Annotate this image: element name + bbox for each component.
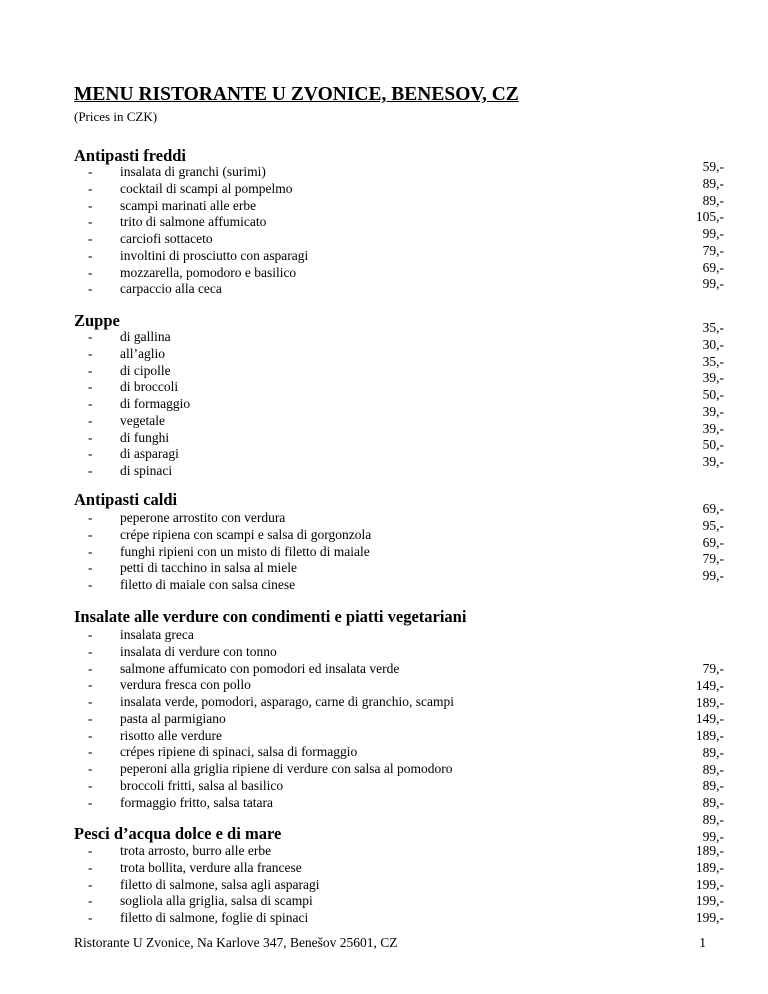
dish-price: 189,- xyxy=(695,859,724,875)
dish-name: formaggio fritto, salsa tatara xyxy=(120,794,273,810)
dish-list xyxy=(88,329,608,480)
menu-item xyxy=(88,860,608,877)
menu-item xyxy=(88,396,608,413)
dash-bullet: - xyxy=(88,446,93,462)
section-heading: Pesci d’acqua dolce e di mare xyxy=(74,824,282,843)
dish-name: di spinaci xyxy=(120,463,173,478)
dash-bullet: - xyxy=(88,231,93,246)
dish-price: 89,- xyxy=(702,192,724,208)
menu-item xyxy=(88,164,608,181)
dish-price: 89,- xyxy=(702,778,724,794)
menu-item xyxy=(88,430,608,447)
dish-name: di gallina xyxy=(120,329,171,344)
dish-price: 50,- xyxy=(702,437,724,453)
dish-price: 99,- xyxy=(702,226,724,241)
dish-price: 69,- xyxy=(702,259,724,275)
menu-item xyxy=(88,446,608,463)
dash-bullet: - xyxy=(88,247,93,263)
dash-bullet: - xyxy=(88,543,93,559)
dish-price: 149,- xyxy=(695,711,724,727)
dash-bullet: - xyxy=(88,396,93,411)
dash-bullet: - xyxy=(88,710,93,726)
dish-price: 199,- xyxy=(695,893,724,909)
dish-name: pasta al parmigiano xyxy=(120,710,226,726)
menu-item xyxy=(88,795,608,812)
dash-bullet: - xyxy=(88,893,93,909)
dish-price: 99,- xyxy=(702,828,724,844)
menu-section xyxy=(74,311,724,478)
section-heading: Zuppe xyxy=(74,311,120,330)
menu-item xyxy=(88,577,608,594)
dish-name: filetto di salmone, foglie di spinaci xyxy=(120,910,309,925)
dish-name: mozzarella, pomodoro e basilico xyxy=(120,264,297,280)
menu-item xyxy=(88,893,608,910)
dash-bullet: - xyxy=(88,677,93,693)
dish-price: 39,- xyxy=(702,403,724,419)
dish-list xyxy=(88,627,608,811)
dish-name: crépe ripiena con scampi e salsa di gorgonzola xyxy=(120,526,372,542)
dish-price: 89,- xyxy=(702,811,724,827)
dish-price: 35,- xyxy=(702,320,724,335)
dish-name: carciofi sottaceto xyxy=(120,231,213,246)
dash-bullet: - xyxy=(88,777,93,793)
dash-bullet: - xyxy=(88,463,93,478)
dish-price: 99,- xyxy=(702,276,724,292)
dish-name: di asparagi xyxy=(120,446,179,462)
dish-price: 89,- xyxy=(702,761,724,777)
dish-name: sogliola alla griglia, salsa di scampi xyxy=(120,893,313,909)
dash-bullet: - xyxy=(88,577,93,592)
dish-name: crépes ripiene di spinaci, salsa di formaggio xyxy=(120,744,358,760)
menu-item xyxy=(88,510,608,527)
dish-name: insalata di verdure con tonno xyxy=(120,643,277,659)
dash-bullet: - xyxy=(88,876,93,892)
menu-item xyxy=(88,363,608,380)
dish-price: 30,- xyxy=(702,336,724,352)
dish-name: peperone arrostito con verdura xyxy=(120,510,286,525)
menu-item xyxy=(88,463,608,480)
dish-price: 99,- xyxy=(702,568,724,583)
dash-bullet: - xyxy=(88,362,93,378)
menu-section xyxy=(74,824,724,925)
dish-name: trota bollita, verdure alla francese xyxy=(120,859,302,875)
price-list xyxy=(644,501,724,585)
dish-list xyxy=(88,843,608,927)
menu-item xyxy=(88,281,608,298)
dash-bullet: - xyxy=(88,329,93,344)
section-heading: Antipasti caldi xyxy=(74,490,178,509)
menu-item xyxy=(88,181,608,198)
menu-item xyxy=(88,379,608,396)
dish-price: 95,- xyxy=(702,517,724,533)
page-number: 1 xyxy=(699,935,706,950)
dish-price: 189,- xyxy=(695,694,724,710)
dish-name: filetto di maiale con salsa cinese xyxy=(120,577,296,592)
dish-name: filetto di salmone, salsa agli asparagi xyxy=(120,876,320,892)
dash-bullet: - xyxy=(88,794,93,810)
menu-item xyxy=(88,644,608,661)
dash-bullet: - xyxy=(88,643,93,659)
dish-name: peperoni alla griglia ripiene di verdure con salsa al pomodoro xyxy=(120,761,453,776)
dish-price: 89,- xyxy=(702,175,724,191)
menu-item xyxy=(88,231,608,248)
dish-list xyxy=(88,510,608,594)
dish-name: salmone affumicato con pomodori ed insalata verde xyxy=(120,660,400,676)
dish-name: cocktail di scampi al pompelmo xyxy=(120,180,293,196)
dish-price: 199,- xyxy=(695,910,724,925)
menu-item xyxy=(88,877,608,894)
dash-bullet: - xyxy=(88,727,93,743)
dish-name: trito di salmone affumicato xyxy=(120,214,267,230)
dish-price: 79,- xyxy=(702,551,724,567)
dish-price: 59,- xyxy=(702,159,724,174)
dash-bullet: - xyxy=(88,214,93,230)
dash-bullet: - xyxy=(88,694,93,709)
dish-name: insalata di granchi (surimi) xyxy=(120,164,266,179)
menu-item xyxy=(88,910,608,927)
dish-name: insalata greca xyxy=(120,627,194,642)
menu-item xyxy=(88,527,608,544)
menu-item xyxy=(88,843,608,860)
menu-item xyxy=(88,413,608,430)
dish-price: 39,- xyxy=(702,370,724,386)
menu-item xyxy=(88,265,608,282)
dish-name: petti di tacchino in salsa al miele xyxy=(120,560,297,576)
menu-item xyxy=(88,728,608,745)
section-heading: Antipasti freddi xyxy=(74,146,187,165)
dish-price: 199,- xyxy=(695,876,724,892)
footer-address: Ristorante U Zvonice, Na Karlove 347, Benešov 25601, CZ xyxy=(74,935,398,950)
dish-name: all’aglio xyxy=(120,345,165,361)
dish-name: trota arrosto, burro alle erbe xyxy=(120,843,272,858)
dish-name: verdura fresca con pollo xyxy=(120,677,251,693)
dish-name: di cipolle xyxy=(120,362,171,378)
dash-bullet: - xyxy=(88,164,93,179)
dash-bullet: - xyxy=(88,510,93,525)
menu-item xyxy=(88,214,608,231)
menu-item xyxy=(88,248,608,265)
menu-title: MENU RISTORANTE U ZVONICE, BENESOV, CZ xyxy=(74,84,519,105)
menu-item xyxy=(88,761,608,778)
dish-price: 189,- xyxy=(695,728,724,743)
dash-bullet: - xyxy=(88,660,93,676)
dish-name: funghi ripieni con un misto di filetto di maiale xyxy=(120,543,370,559)
dash-bullet: - xyxy=(88,429,93,445)
dish-price: 89,- xyxy=(702,744,724,760)
dish-price: 89,- xyxy=(702,795,724,810)
menu-item xyxy=(88,711,608,728)
dish-name: scampi marinati alle erbe xyxy=(120,197,257,213)
price-list xyxy=(644,843,724,927)
dish-price: 149,- xyxy=(695,677,724,693)
dish-price: 35,- xyxy=(702,353,724,369)
dish-price: 50,- xyxy=(702,387,724,402)
menu-item xyxy=(88,560,608,577)
dish-price: 105,- xyxy=(695,209,724,225)
menu-item xyxy=(88,744,608,761)
dash-bullet: - xyxy=(88,345,93,361)
dash-bullet: - xyxy=(88,859,93,875)
menu-item xyxy=(88,778,608,795)
price-list xyxy=(644,320,724,471)
dish-price: 189,- xyxy=(695,843,724,858)
dish-name: vegetale xyxy=(120,412,165,428)
dash-bullet: - xyxy=(88,843,93,858)
dish-price: 39,- xyxy=(702,420,724,436)
dash-bullet: - xyxy=(88,197,93,213)
dish-name: di broccoli xyxy=(120,379,179,395)
price-currency-note: (Prices in CZK) xyxy=(74,109,158,124)
section-heading: Insalate alle verdure con condimenti e piatti vegetariani xyxy=(74,607,467,626)
menu-item xyxy=(88,346,608,363)
menu-item xyxy=(88,694,608,711)
menu-item xyxy=(88,677,608,694)
dash-bullet: - xyxy=(88,761,93,776)
dish-name: carpaccio alla ceca xyxy=(120,281,222,297)
dish-name: risotto alle verdure xyxy=(120,727,222,743)
menu-section xyxy=(74,146,724,297)
dish-price: 69,- xyxy=(702,534,724,550)
dash-bullet: - xyxy=(88,627,93,642)
dash-bullet: - xyxy=(88,560,93,576)
dish-price: 69,- xyxy=(702,501,724,516)
dash-bullet: - xyxy=(88,412,93,428)
dash-bullet: - xyxy=(88,379,93,395)
menu-item xyxy=(88,661,608,678)
menu-item xyxy=(88,198,608,215)
menu-item xyxy=(88,544,608,561)
price-list xyxy=(644,159,724,293)
dish-price: 39,- xyxy=(702,454,724,469)
dish-price: 79,- xyxy=(702,242,724,258)
dash-bullet: - xyxy=(88,281,93,297)
dish-name: broccoli fritti, salsa al basilico xyxy=(120,777,284,793)
dash-bullet: - xyxy=(88,180,93,196)
dash-bullet: - xyxy=(88,910,93,925)
page-footer xyxy=(74,935,706,951)
dish-name: di formaggio xyxy=(120,396,191,411)
dish-name: di funghi xyxy=(120,429,170,445)
dish-name: involtini di prosciutto con asparagi xyxy=(120,247,309,263)
dash-bullet: - xyxy=(88,526,93,542)
dish-price: 79,- xyxy=(702,661,724,676)
dash-bullet: - xyxy=(88,744,93,760)
dash-bullet: - xyxy=(88,264,93,280)
menu-item xyxy=(88,329,608,346)
price-list xyxy=(644,661,724,845)
dish-list xyxy=(88,164,608,298)
menu-item xyxy=(88,627,608,644)
menu-section xyxy=(74,490,724,592)
dish-name: insalata verde, pomodori, asparago, carne di granchio, scampi xyxy=(120,694,454,709)
